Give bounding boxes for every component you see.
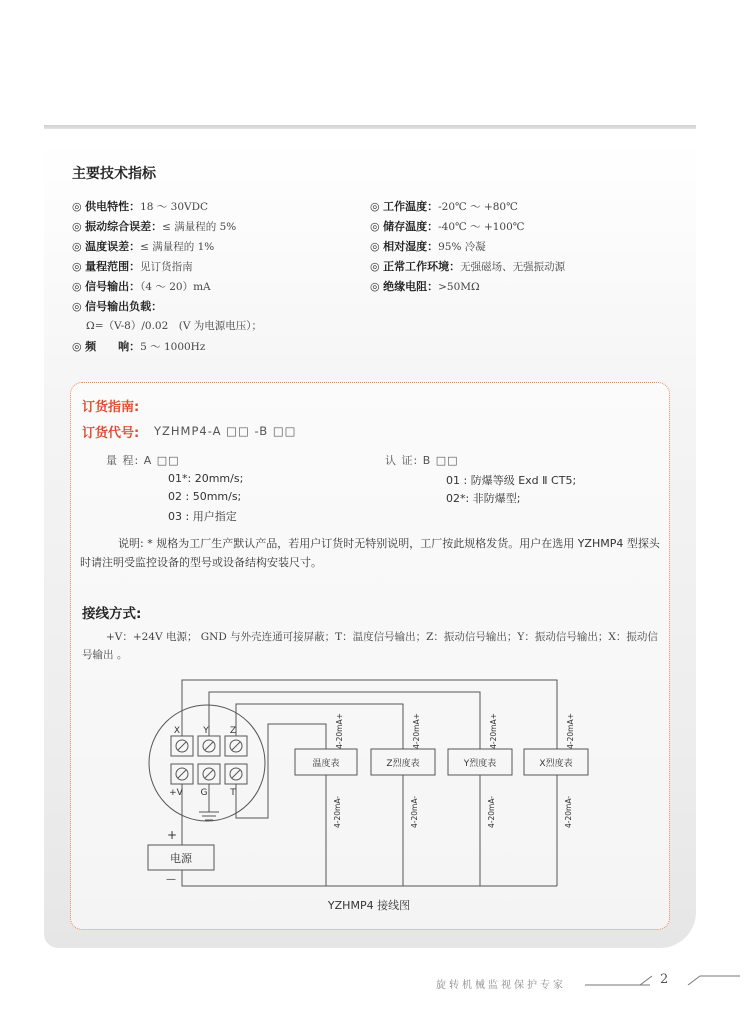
bullet-icon: ◎	[370, 220, 380, 233]
meter-label-x: X烈度表	[539, 759, 573, 769]
meter-label-z: Z烈度表	[386, 759, 420, 769]
cert-item-1: 02*: 非防爆型;	[446, 492, 521, 505]
bullet-icon: ◎	[72, 340, 82, 353]
plus-label-y: 4-20mA+	[489, 713, 498, 749]
spec-right-2: ◎ 相对湿度：95% 冷凝	[370, 240, 486, 253]
terminal-label-y: Y	[203, 726, 209, 736]
minus-label-z: 4-20mA-	[410, 796, 419, 828]
bullet-icon: ◎	[72, 260, 82, 273]
spec-right-4: ◎ 绝缘电阻：>50MΩ	[370, 280, 480, 293]
terminal-label-v: +V	[169, 788, 183, 798]
plus-label-z: 4-20mA+	[412, 713, 421, 749]
wiring-title: 接线方式:	[82, 606, 142, 622]
wire-t	[236, 724, 326, 818]
bullet-icon: ◎	[72, 200, 82, 213]
spec-left-6: ◎ 频 响：5 ～ 1000Hz	[72, 340, 206, 353]
terminal-label-g: G	[200, 788, 208, 798]
order-code-title: 订货代号:	[82, 426, 140, 441]
power-supply-label: 电源	[170, 852, 192, 865]
spec-left-3: ◎ 量程范围：见订货指南	[72, 260, 193, 273]
spec-left-2: ◎ 温度误差：≤ 满量程的 1%	[72, 240, 215, 253]
power-plus-label: +	[167, 828, 178, 842]
terminal-label-t: T	[230, 788, 236, 798]
spec-right-3: ◎ 正常工作环境：无强磁场、无强振动源	[370, 260, 566, 273]
diagram-caption: YZHMP4 接线图	[327, 899, 411, 912]
minus-label-t: 4-20mA-	[333, 796, 342, 828]
bullet-icon: ◎	[370, 280, 380, 293]
minus-label-y: 4-20mA-	[487, 796, 496, 828]
range-item-1: 02 : 50mm/s;	[168, 490, 242, 503]
plus-label-x: 4-20mA+	[566, 713, 575, 749]
bullet-icon: ◎	[370, 260, 380, 273]
load-formula: Ω=（V-8）/0.02 (V 为电源电压）；	[86, 320, 263, 332]
terminal-label-z: Z	[229, 726, 237, 736]
spec-left-4: ◎ 信号输出：（4 ～ 20）mA	[72, 280, 211, 293]
spec-right-0: ◎ 工作温度：-20℃ ～ +80℃	[370, 200, 518, 213]
spec-right-1: ◎ 储存温度：-40℃ ～ +100℃	[370, 220, 525, 233]
bullet-icon: ◎	[370, 240, 380, 253]
minus-label-x: 4-20mA-	[564, 796, 573, 828]
footer-slogan: 旋转机械监视保护专家	[436, 980, 566, 991]
bullet-icon: ◎	[72, 220, 82, 233]
range-item-2: 03 : 用户指定	[168, 510, 237, 523]
cert-item-0: 01 : 防爆等级 Exd Ⅱ CT5;	[446, 474, 577, 487]
bullet-icon: ◎	[72, 280, 82, 293]
bullet-icon: ◎	[72, 240, 82, 253]
bullet-icon: ◎	[370, 200, 380, 213]
order-note: 说明: * 规格为工厂生产默认产品，若用户订货时无特别说明，工厂按此规格发货。用户在选用 YZHMP4 型探头时请注明受监控设备的型号或设备结构安装尺寸。	[80, 537, 660, 569]
common-return-wire	[182, 870, 557, 886]
spec-left-1: ◎ 振动综合误差：≤ 满量程的 5%	[72, 220, 237, 233]
plus-label-t: 4-20mA+	[335, 713, 344, 749]
section-title: 主要技术指标	[72, 166, 156, 182]
power-minus-label: —	[166, 874, 176, 885]
cert-label: 认 证: B □□	[385, 454, 459, 467]
spec-left-0: ◎ 供电特性：18 ～ 30VDC	[72, 200, 209, 213]
range-item-0: 01*: 20mm/s;	[168, 472, 244, 485]
sensor-housing	[149, 705, 265, 821]
wiring-description: +V：+24V 电源； GND 与外壳连通可接屏蔽；T：温度信号输出；Z：振动信号输出；Y：振动信号输出；X：振动信号输出 。	[82, 631, 658, 661]
meter-label-temperature: 温度表	[312, 759, 340, 769]
terminal-label-x: X	[173, 726, 181, 736]
page-number: 2	[660, 972, 669, 987]
wire-y	[209, 692, 480, 749]
range-label: 量 程: A □□	[106, 454, 180, 467]
spec-left-5: ◎ 信号输出负载：	[72, 300, 163, 313]
ordering-guide-title: 订货指南:	[82, 400, 140, 415]
meter-label-y: Y烈度表	[463, 759, 497, 769]
order-code-value: YZHMP4-A □□ -B □□	[154, 424, 297, 438]
bullet-icon: ◎	[72, 300, 82, 313]
